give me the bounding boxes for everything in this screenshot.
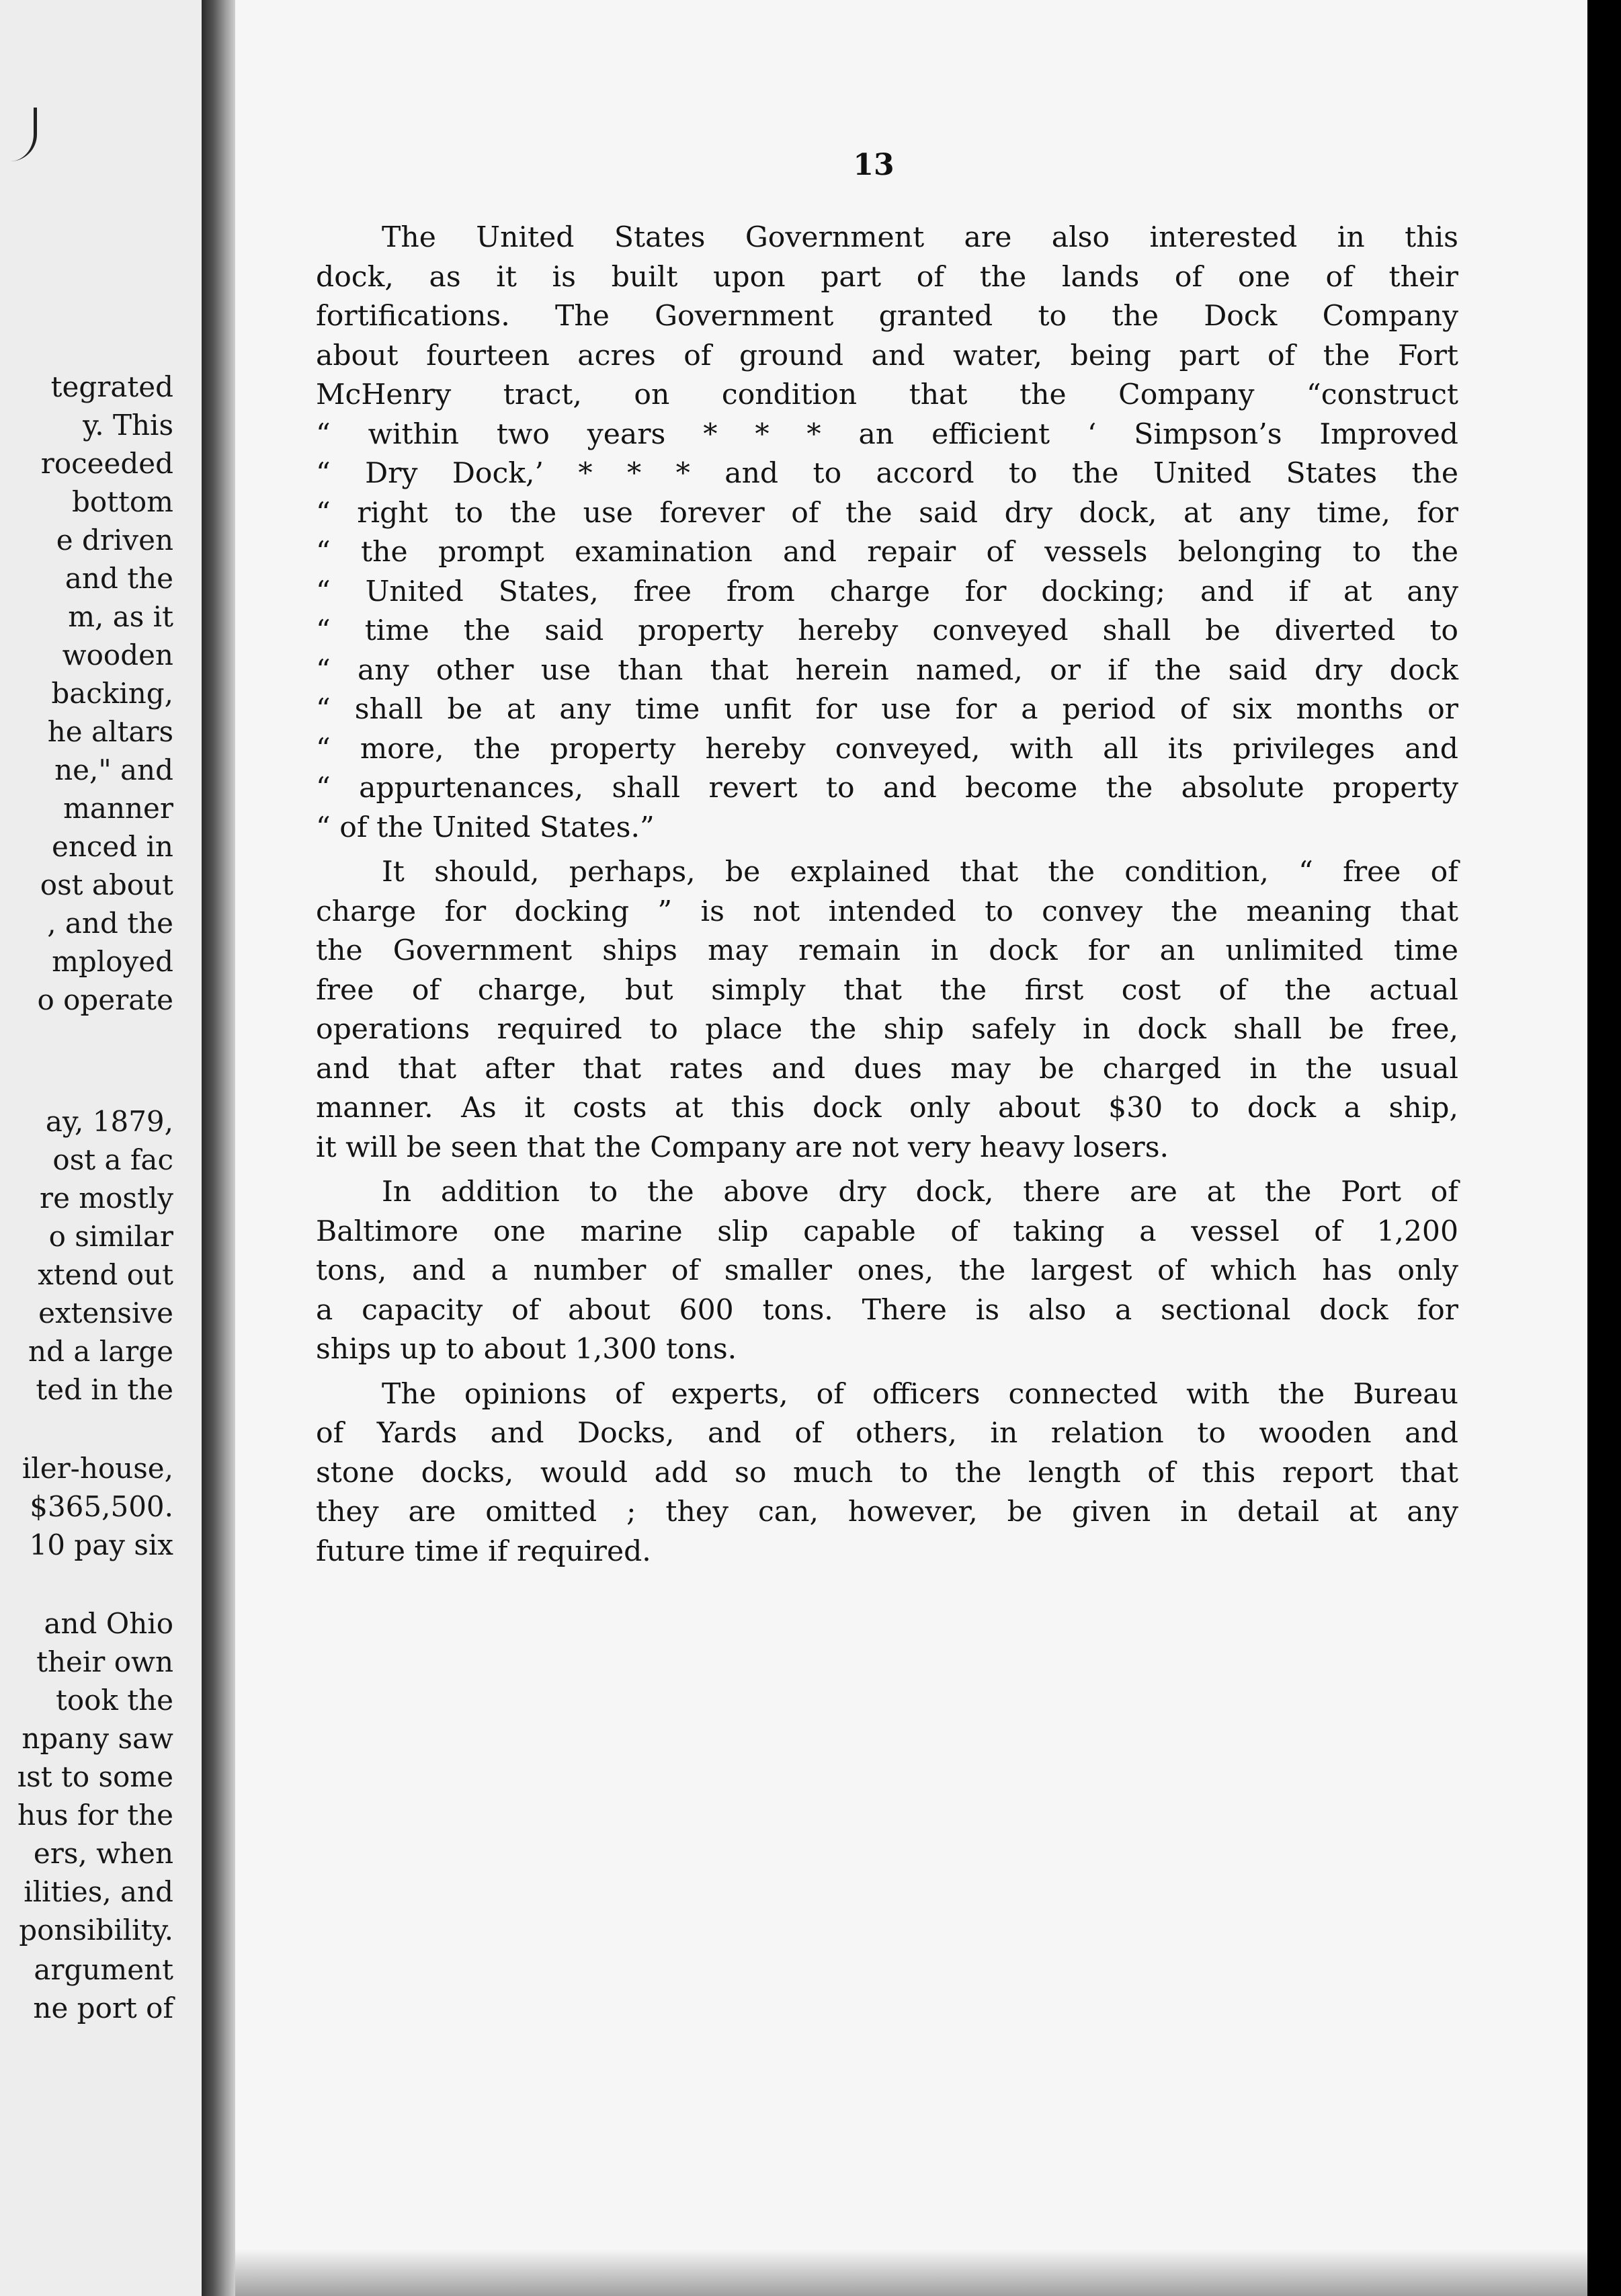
text-line: ships up to about 1,300 tons. (316, 1333, 737, 1366)
text-line: The opinions of experts, of officers connected with the Bureau (382, 1377, 1458, 1411)
page-13 (235, 0, 1587, 2296)
text-line: operations required to place the ship safely in dock shall be free, (316, 1013, 1458, 1046)
previous-page-line: enced in (51, 830, 173, 863)
text-line: “ more, the property hereby conveyed, with all its privileges and (316, 732, 1458, 766)
previous-page-line: m, as it (68, 600, 173, 633)
previous-page-line: ers, when (33, 1837, 173, 1870)
previous-page-line: ponsibility. (19, 1914, 173, 1946)
text-line: “ appurtenances, shall revert to and become the absolute property (316, 772, 1458, 805)
text-line: “ of the United States.” (316, 811, 655, 844)
page-number: 13 (853, 148, 895, 182)
previous-page-line: nd a large (28, 1335, 173, 1368)
text-line: charge for docking ” is not intended to convey the meaning that (316, 895, 1458, 928)
text-line: “ any other use than that herein named, or if the said dry dock (316, 653, 1458, 687)
ink-mark (7, 108, 37, 161)
text-line: “ United States, free from charge for docking; and if at any (316, 575, 1458, 608)
text-line: future time if required. (316, 1534, 651, 1568)
previous-page-line: ne," and (54, 753, 173, 786)
text-line: “ Dry Dock,’ * * * and to accord to the United States the (316, 457, 1458, 490)
previous-page-line: tegrated (50, 370, 173, 403)
paragraph (316, 1375, 1458, 1572)
previous-page-line: e driven (56, 524, 173, 557)
text-line: dock, as it is built upon part of the lands of one of their (316, 260, 1458, 294)
previous-page-line: y. This (83, 409, 173, 442)
previous-page-line: ost a fac (52, 1143, 173, 1176)
previous-page-line: ıst to some (17, 1760, 173, 1793)
text-line: “ shall be at any time unfit for use for a period of six months or (316, 693, 1458, 726)
text-line: “ the prompt examination and repair of vessels belonging to the (316, 536, 1458, 569)
text-line: and that after that rates and dues may be charged in the usual (316, 1052, 1458, 1085)
text-line: “ right to the use forever of the said dry dock, at any time, for (316, 496, 1458, 530)
previous-page-line: ted in the (36, 1373, 173, 1406)
text-line: “ within two years * * * an efficient ‘ Simpson’s Improved (316, 417, 1458, 451)
text-line: about fourteen acres of ground and water, being part of the Fort (316, 339, 1458, 372)
previous-page-line: he altars (47, 715, 173, 748)
text-line: manner. As it costs at this dock only about $30 to dock a ship, (316, 1092, 1458, 1124)
previous-page-line: backing, (51, 677, 173, 710)
paragraph (316, 1173, 1458, 1370)
text-line: tons, and a number of smaller ones, the largest of which has only (316, 1254, 1458, 1287)
previous-page-line: $365,500. (30, 1490, 173, 1523)
previous-page-line: argument (34, 1953, 173, 1986)
previous-page-line: npany saw (22, 1722, 173, 1755)
text-line: stone docks, would add so much to the length of this report that (316, 1456, 1458, 1489)
text-line: Baltimore one marine slip capable of taking a vessel of 1,200 (316, 1215, 1458, 1248)
previous-page-line: took the (55, 1684, 173, 1717)
paragraph (316, 218, 1458, 848)
previous-page-line: iler-house, (22, 1452, 173, 1485)
previous-page-line: their own (36, 1645, 173, 1678)
previous-page-line: and Ohio (44, 1607, 173, 1640)
text-line: the Government ships may remain in dock for an unlimited time (316, 934, 1458, 967)
previous-page-line: , and the (47, 907, 173, 940)
paragraph (316, 853, 1458, 1167)
previous-page-line: mployed (52, 945, 173, 978)
body-text (316, 218, 1458, 1577)
text-line: “ time the said property hereby conveyed shall be diverted to (316, 614, 1458, 647)
previous-page-line: and the (65, 562, 173, 595)
previous-page-line: ilities, and (24, 1875, 173, 1908)
previous-page-line: manner (63, 792, 173, 825)
previous-page-line: wooden (62, 639, 173, 671)
book-gutter (202, 0, 235, 2296)
text-line: a capacity of about 600 tons. There is also a sectional dock for (316, 1293, 1458, 1327)
text-line: In addition to the above dry dock, there are at the Port of (382, 1176, 1458, 1208)
text-line: The United States Government are also interested in this (382, 221, 1458, 254)
previous-page-line: o operate (37, 983, 173, 1016)
previous-page-line: ay, 1879, (45, 1105, 173, 1138)
text-line: fortifications. The Government granted to the Dock Company (316, 300, 1458, 333)
text-line: they are omitted ; they can, however, be given in detail at any (316, 1495, 1458, 1528)
previous-page-line: bottom (71, 485, 173, 518)
previous-page-line: extensive (38, 1297, 173, 1329)
previous-page-line: re mostly (40, 1182, 173, 1215)
previous-page-line: ost about (40, 868, 173, 901)
scan-right-margin (1587, 0, 1621, 2296)
page-bottom-shadow (235, 2249, 1587, 2296)
previous-page-line: xtend out (38, 1258, 173, 1291)
text-line: it will be seen that the Company are not very heavy losers. (316, 1131, 1169, 1164)
text-line: of Yards and Docks, and of others, in relation to wooden and (316, 1417, 1458, 1450)
previous-page-fragment (0, 0, 202, 2296)
text-line: free of charge, but simply that the first cost of the actual (316, 973, 1458, 1007)
previous-page-line: o similar (48, 1220, 173, 1253)
previous-page-line: hus for the (17, 1799, 173, 1832)
previous-page-line: roceeded (40, 447, 173, 480)
text-line: McHenry tract, on condition that the Company “construct (316, 378, 1458, 411)
previous-page-line: ne port of (33, 1992, 173, 2024)
previous-page-line: 10 pay six (29, 1528, 173, 1561)
text-line: It should, perhaps, be explained that the condition, “ free of (382, 856, 1458, 889)
